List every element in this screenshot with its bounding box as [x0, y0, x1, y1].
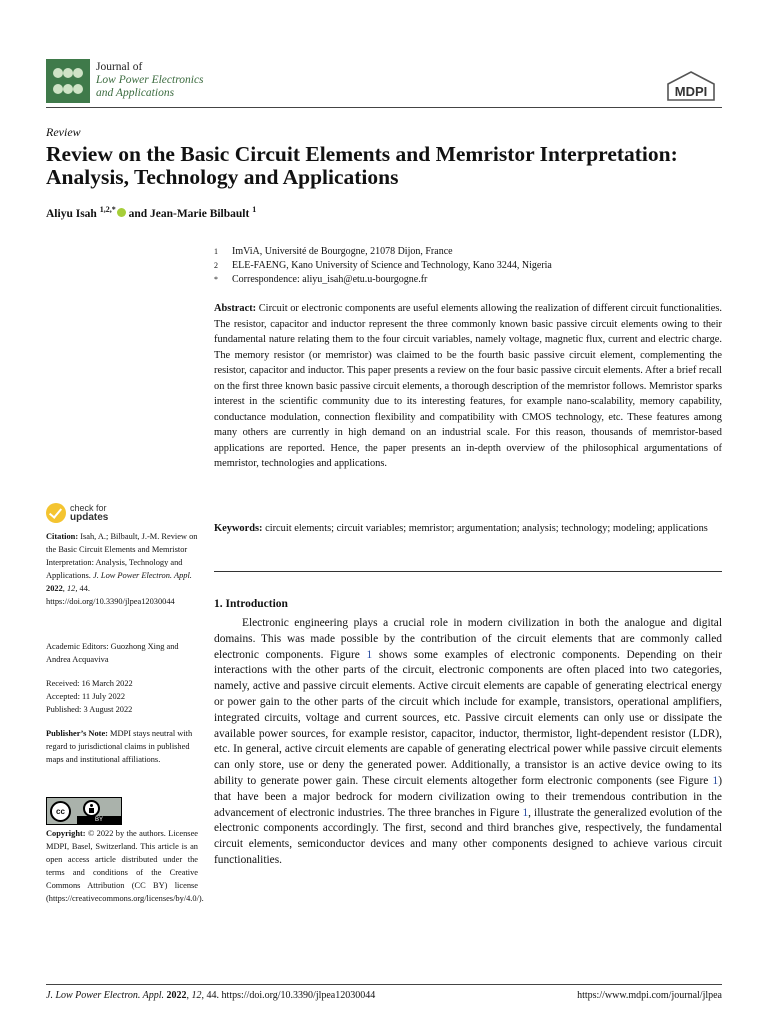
citation-year: 2022: [46, 584, 63, 593]
affiliation-mark: 1: [214, 247, 218, 256]
footer-volume: 12: [191, 990, 202, 1001]
check-for-updates-badge[interactable]: [46, 503, 186, 525]
figure-ref-link[interactable]: 1: [366, 648, 373, 661]
author-2-affiliation: 1: [252, 205, 257, 214]
intro-text: ) that have been a major bedrock for modern civilization owing to their tremendous contribution in the advancement of electronic industries. The three branches in Figure: [214, 774, 722, 819]
footer-doi[interactable]: , 44. https://doi.org/10.3390/jlpea12030044: [201, 990, 376, 1001]
copyright-label: Copyright:: [46, 829, 86, 838]
affiliation-item: [214, 273, 734, 287]
abstract: [214, 301, 722, 472]
abstract-label: Abstract:: [214, 303, 257, 314]
publisher-note-text: MDPI stays neutral with regard to jurisdictional claims in published maps and institutional affiliations.: [46, 729, 193, 764]
check-line1: check for: [70, 503, 107, 513]
author-1-affiliation: 1,2,*: [99, 205, 116, 214]
citation-block: Citation: Isah, A.; Bilbault, J.-M. Review on the Basic Circuit Elements and Memristor Interpretation: Analysis, Technology and Applications. J. Low Power Electron. Appl. 2022, 12, 44. https://doi.org/10.3390/jlpea12030044: [46, 532, 198, 606]
intro-text: , illustrate the generalized evolution of the electronic components accordingly. The first, second and third branches give, respectively, the fundamental circuit elements, semiconductor devices and many other components designed to achieve various circuit functionalities.: [214, 806, 722, 866]
abstract-text: Circuit or electronic components are useful elements allowing the realization of different circuit functionalities. The resistor, capacitor and inductor represent the three commonly known basic passive circuit elements owing to their fundamental nature relating them to the four circuit variables, namely voltage, magnetic flux, current and electric charge. The memory resistor (or memristor) was claimed to be the fourth basic passive circuit element, complementing the resistor, capacitor and inductor. This paper presents a review on the four basic passive circuit elements. After a brief recall on the first three known basic passive circuit elements, a thorough description of the memristor follows. Memristor sparks interest in the scientific community due to its interesting features, for example nano-scalability, memory capability, conductance modulation, connection flexibility and compatibility with CMOS technology, etc. These features among many others are currently in high demand on an industrial scale. For this reason, thousands of memristor-based applications are reported. Hence, the paper presents an in-depth overview of the philosophical argumentations of memristor, technologies and applications.: [214, 303, 722, 469]
citation-text: Isah, A.; Bilbault, J.-M. Review on the Basic Circuit Elements and Memristor Interpretation: Analysis, Technology and Applications.: [46, 532, 198, 580]
affiliation-mark: *: [214, 275, 218, 284]
affiliation-text: ImViA, Université de Bourgogne, 21078 Dijon, France: [232, 246, 453, 257]
intro-text: shows some examples of electronic components. Depending on their interactions with the other parts of the circuit, electronic components are often placed into two categories, namely, active and passive circuit elements. Active circuit elements are capable of generating electrical energy or power gain to the other parts of the circuit which include for example, transistors, operational amplifiers, integrated circuits, voltage and current sources, etc. Passive circuit elements can only use or dissipate the available power sources, for example resistor, capacitor, inductor, thermistor, light-dependent resistor (LDR), etc. In general, active circuit elements are capable of generating electrical power while passive circuit elements can only store, use or deny the generated power. Additionally, a transistor is an active device owing to its ability to generate power gain. These circuit elements altogether form electronic components (see Figure: [214, 648, 723, 787]
mdpi-logo: [664, 70, 718, 104]
journal-name-line2: Low Power Electronics: [96, 74, 204, 86]
footer-journal: J. Low Power Electron. Appl.: [46, 990, 165, 1001]
cc-icon: cc: [50, 801, 71, 822]
publisher-note-label: Publisher’s Note:: [46, 729, 108, 738]
citation-volume: 12: [66, 584, 76, 593]
citation-journal: J. Low Power Electron. Appl.: [93, 571, 192, 580]
affiliation-text: ELE-FAENG, Kano University of Science and Technology, Kano 3244, Nigeria: [232, 260, 552, 271]
orcid-icon[interactable]: [117, 208, 126, 217]
authors: [46, 205, 256, 220]
academic-editors: Academic Editors: Guozhong Xing and Andrea Acquaviva: [46, 642, 179, 664]
article-type: Review: [46, 125, 81, 139]
affiliation-item: [214, 245, 734, 259]
dates-block: [46, 677, 198, 716]
journal-name-line3: and Applications: [96, 87, 175, 99]
footer-citation: J. Low Power Electron. Appl. 2022, 12, 44. https://doi.org/10.3390/jlpea12030044: [46, 990, 376, 1001]
journal-name: [96, 61, 204, 100]
keywords: [214, 521, 722, 537]
copyright-block: [46, 827, 204, 905]
intro-text: Electronic engineering plays a crucial role in modern civilization in both the analogue and digital domains. This was made possible by the contribution of the circuit elements that are commonly called electronic components. Figure: [214, 617, 722, 661]
citation-label: Citation:: [46, 532, 79, 541]
citation-doi[interactable]: , 44. https://doi.org/10.3390/jlpea12030044: [46, 584, 175, 606]
check-line2: updates: [70, 512, 109, 523]
by-label: BY: [77, 816, 121, 824]
copyright-text: © 2022 by the authors. Licensee MDPI, Basel, Switzerland. This article is an open access article distributed under the terms and conditions of the Creative Commons Attribution (CC BY) license (https://creativecommons.org/licenses/by/4.0/).: [46, 829, 204, 903]
journal-logo: [46, 59, 90, 103]
cc-by-license-badge[interactable]: [46, 797, 122, 825]
article-title: Review on the Basic Circuit Elements and Memristor Interpretation: Analysis, Technology and Applications: [46, 142, 678, 189]
author-join: and: [125, 207, 150, 220]
affiliation-mark: 2: [214, 261, 218, 270]
publisher-note: [46, 727, 198, 766]
author-2[interactable]: Jean-Marie Bilbault: [149, 207, 250, 220]
mdpi-logo-text: MDPI: [674, 84, 708, 99]
received-date: Received: 16 March 2022: [46, 679, 133, 688]
keywords-label: Keywords:: [214, 523, 263, 534]
author-1[interactable]: Aliyu Isah: [46, 207, 97, 220]
footer-journal-url[interactable]: https://www.mdpi.com/journal/jlpea: [577, 990, 722, 1001]
correspondence-text[interactable]: Correspondence: aliyu_isah@etu.u-bourgogne.fr: [232, 274, 428, 285]
section-title: 1. Introduction: [214, 598, 288, 610]
footer-rule: [46, 984, 722, 985]
section-rule: [214, 571, 722, 572]
affiliations: [214, 245, 734, 287]
published-date: Published: 3 August 2022: [46, 705, 133, 714]
intro-paragraph: [214, 616, 722, 869]
affiliation-item: [214, 259, 734, 273]
keywords-text: circuit elements; circuit variables; memristor; argumentation; analysis; technology; modeling; applications: [265, 523, 708, 534]
figure-ref-link[interactable]: 1: [712, 774, 719, 787]
person-icon: [83, 800, 100, 817]
accepted-date: Accepted: 11 July 2022: [46, 692, 126, 701]
journal-name-line1: Journal of: [96, 61, 143, 73]
header-rule: [46, 107, 722, 108]
check-icon: [46, 503, 66, 523]
footer-year: 2022: [166, 990, 187, 1001]
figure-ref-link[interactable]: 1: [522, 806, 529, 819]
